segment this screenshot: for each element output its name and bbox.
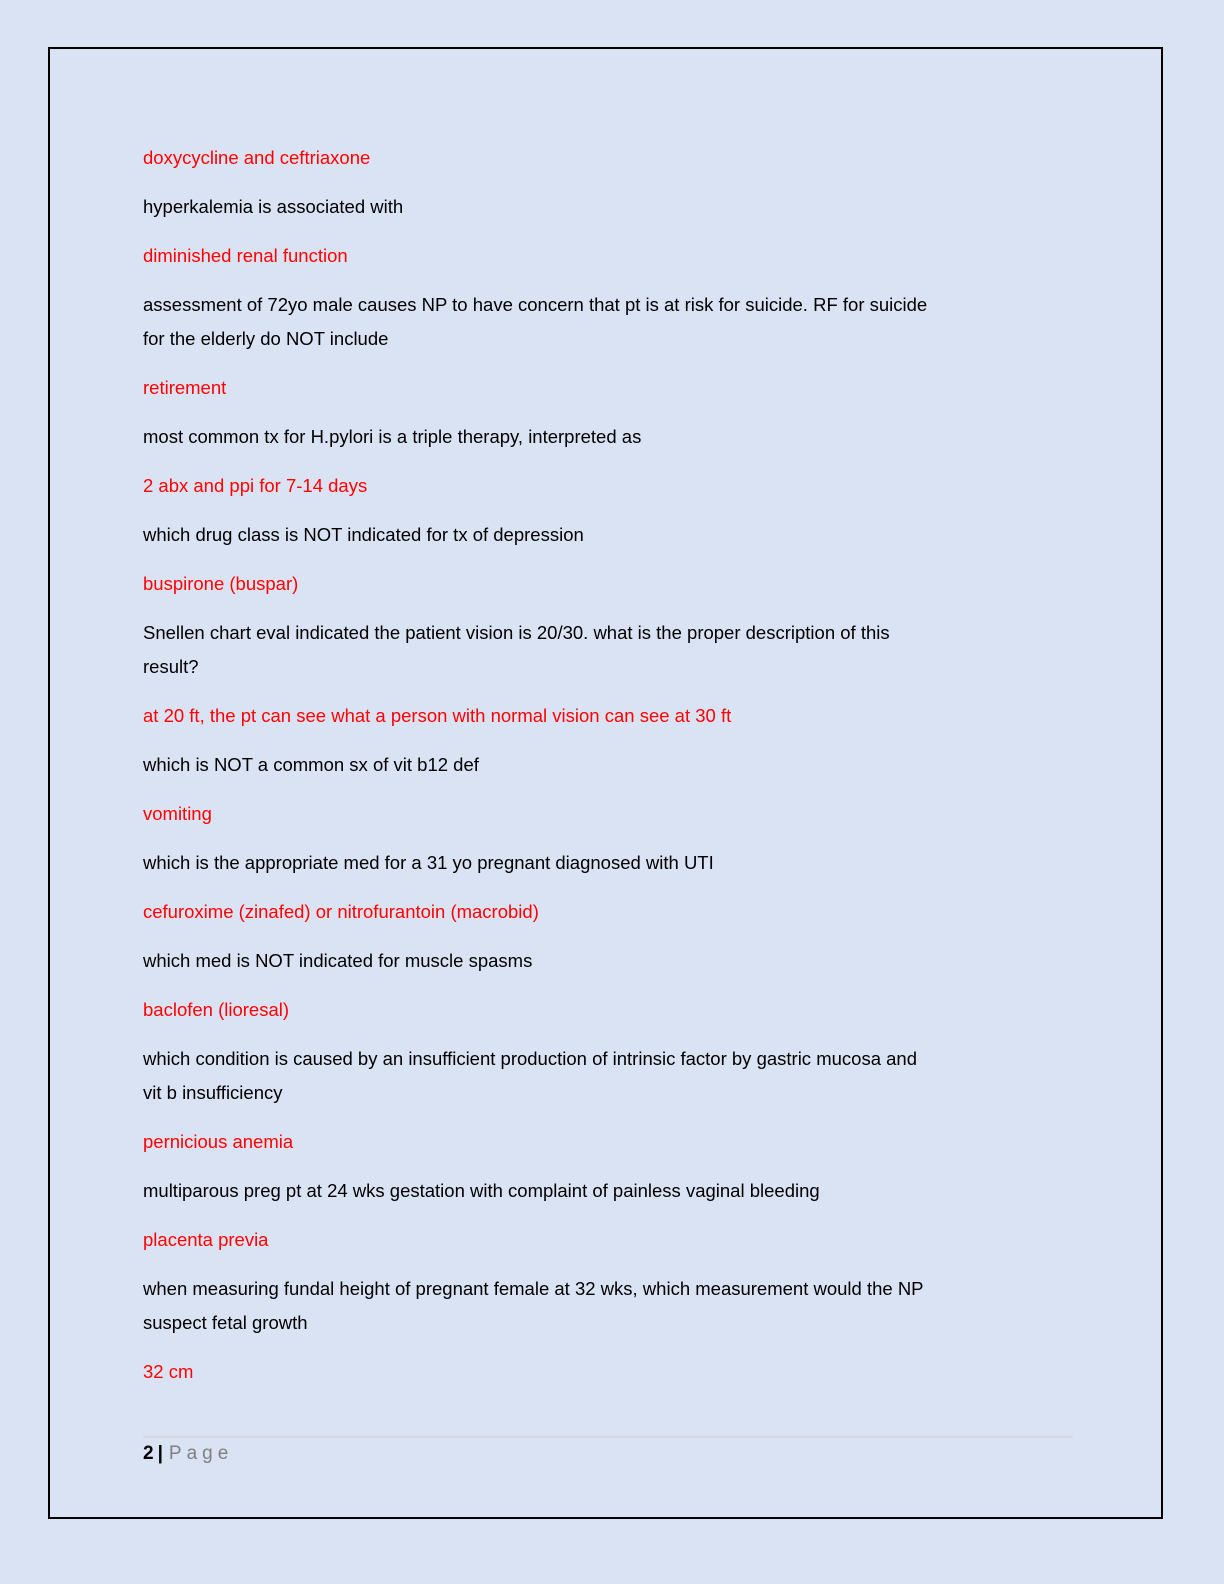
answer-text (143, 895, 1103, 929)
text-line: vomiting (143, 803, 212, 824)
text-line: 2 abx and ppi for 7-14 days (143, 475, 368, 496)
text-line: placenta previa (143, 1229, 269, 1250)
footer-separator: | (157, 1443, 163, 1464)
text-line: assessment of 72yo male causes NP to have concern that pt is at risk for suicide. RF for suicide (143, 294, 928, 315)
text-line: result? (143, 656, 199, 677)
question-text (143, 288, 1103, 356)
text-line: suspect fetal growth (143, 1312, 308, 1333)
answer-text (143, 1355, 1103, 1389)
question-text (143, 944, 1103, 978)
text-line: most common tx for H.pylori is a triple therapy, interpreted as (143, 426, 642, 447)
answer-text (143, 1125, 1103, 1159)
answer-text (143, 993, 1103, 1027)
question-text (143, 616, 1103, 684)
question-text (143, 748, 1103, 782)
question-text (143, 1272, 1103, 1340)
answer-text (143, 797, 1103, 831)
text-line: doxycycline and ceftriaxone (143, 147, 371, 168)
text-line: 32 cm (143, 1361, 194, 1382)
text-line: diminished renal function (143, 245, 348, 266)
page-footer (143, 1440, 233, 1468)
text-line: which drug class is NOT indicated for tx of depression (143, 524, 584, 545)
text-line: which is the appropriate med for a 31 yo pregnant diagnosed with UTI (143, 852, 714, 873)
text-line: pernicious anemia (143, 1131, 294, 1152)
text-line: when measuring fundal height of pregnant female at 32 wks, which measurement would the NP (143, 1278, 924, 1299)
answer-text (143, 239, 1103, 273)
question-text (143, 846, 1103, 880)
answer-text (143, 699, 1103, 733)
text-line: at 20 ft, the pt can see what a person with normal vision can see at 30 ft (143, 705, 732, 726)
text-line: hyperkalemia is associated with (143, 196, 404, 217)
text-line: vit b insufficiency (143, 1082, 283, 1103)
answer-text (143, 469, 1103, 503)
text-line: buspirone (buspar) (143, 573, 299, 594)
question-text (143, 1042, 1103, 1110)
text-line: for the elderly do NOT include (143, 328, 389, 349)
answer-text (143, 371, 1103, 405)
text-line: multiparous preg pt at 24 wks gestation with complaint of painless vaginal bleeding (143, 1180, 820, 1201)
answer-text (143, 141, 1103, 175)
text-line: cefuroxime (zinafed) or nitrofurantoin (macrobid) (143, 901, 539, 922)
question-text (143, 190, 1103, 224)
text-line: which condition is caused by an insufficient production of intrinsic factor by gastric mucosa and (143, 1048, 917, 1069)
question-text (143, 518, 1103, 552)
document-body (143, 141, 1103, 1404)
text-line: Snellen chart eval indicated the patient vision is 20/30. what is the proper description of this (143, 622, 890, 643)
answer-text (143, 567, 1103, 601)
question-text (143, 1174, 1103, 1208)
text-line: retirement (143, 377, 227, 398)
answer-text (143, 1223, 1103, 1257)
text-line: which is NOT a common sx of vit b12 def (143, 754, 479, 775)
page-number: 2 (143, 1443, 154, 1464)
text-line: which med is NOT indicated for muscle spasms (143, 950, 533, 971)
text-line: baclofen (lioresal) (143, 999, 290, 1020)
footer-divider (143, 1436, 1073, 1438)
question-text (143, 420, 1103, 454)
page-label: Page (168, 1443, 234, 1464)
